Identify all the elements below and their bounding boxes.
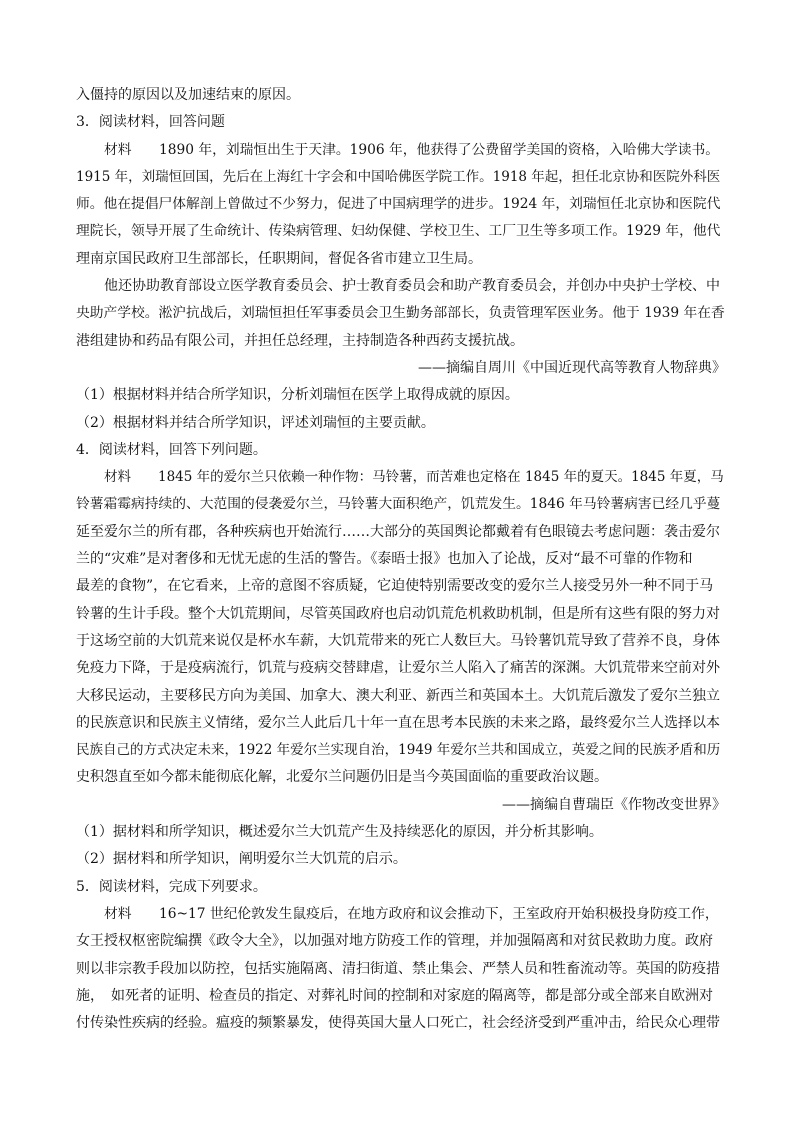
source-citation: ——摘编自曹瑞臣《作物改变世界》 [502, 796, 726, 813]
text-line: 施， 如死者的证明、检查员的指定、对葬礼时间的控制和对家庭的隔离等，都是部分或全部来自欧洲对 [76, 987, 713, 1004]
sub-question: （2）据材料和所学知识，阐明爱尔兰大饥荒的启示。 [76, 851, 407, 868]
sub-question: （1）据材料和所学知识，概述爱尔兰大饥荒产生及持续恶化的原因，并分析其影响。 [76, 824, 603, 841]
text-line: 理院长，领导开展了生命统计、传染病管理、妇幼保健、学校卫生、工厂卫生等多项工作。1929 年，他代 [76, 223, 721, 240]
text-line: 入僵持的原因以及加速结束的原因。 [76, 87, 300, 103]
question-heading-5: 5．阅读材料，完成下列要求。 [76, 878, 267, 895]
text-line: 免疫力下降，于是疫病流行，饥荒与疫病交替肆虐，让爱尔兰人陷入了痛苦的深渊。大饥荒带来空前对外 [76, 660, 720, 677]
text-line: 付传染性疾病的经验。瘟疫的频繁暴发，使得英国大量人口死亡，社会经济受到严重冲击，给民众心理带 [76, 1015, 720, 1032]
sub-question: （2）根据材料并结合所学知识，评述刘瑞恒的主要贡献。 [76, 414, 435, 431]
text-line: 1915 年，刘瑞恒回国，先后在上海红十字会和中国哈佛医学院工作。1918 年起，担任北京协和医院外科医 [76, 168, 721, 185]
text-line: 大移民运动，主要移民方向为美国、加拿大、澳大利亚、新西兰和英国本土。大饥荒后激发了爱尔兰独立 [76, 687, 720, 704]
text-line: 民族自己的方式决定未来，1922 年爱尔兰实现自治，1949 年爱尔兰共和国成立，英爱之间的民族矛盾和历 [76, 742, 721, 759]
text-line: 兰的“灾难”是对奢侈和无忧无虑的生活的警告。《泰晤士报》也加入了论战，反对“最不可靠的作物和 [76, 551, 693, 568]
text-line: 史积怨直至如今都未能彻底化解，北爱尔兰问题仍旧是当今英国面临的重要政治议题。 [76, 769, 608, 786]
question-heading-4: 4．阅读材料，回答下列问题。 [76, 441, 267, 458]
text-line: 铃薯的生计手段。整个大饥荒期间，尽管英国政府也启动饥荒危机救助机制，但是所有这些有限的努力对 [76, 605, 720, 622]
text-line: 理南京国民政府卫生部部长，任职期间，督促各省市建立卫生局。 [76, 250, 482, 267]
text-line: 延至爱尔兰的所有郡，各种疾病也开始流行……大部分的英国舆论都戴着有色眼镜去考虑问题：袭击爱尔 [76, 523, 720, 540]
sub-question: （1）根据材料并结合所学知识，分析刘瑞恒在医学上取得成就的原因。 [76, 387, 519, 404]
text-line: 材料 16~17 世纪伦敦发生鼠疫后，在地方政府和议会推动下，王室政府开始积极投身防疫工作， [104, 905, 719, 922]
text-line: 的民族意识和民族主义情绪，爱尔兰人此后几十年一直在思考本民族的未来之路，最终爱尔兰人选择以本 [76, 714, 720, 731]
text-line: 材料 1845 年的爱尔兰只依赖一种作物：马铃薯，而苦难也定格在 1845 年的夏天。1845 年夏，马 [104, 469, 724, 486]
text-line: 他还协助教育部设立医学教育委员会、护士教育委员会和助产教育委员会，并创办中央护士学校、中 [104, 278, 720, 295]
text-line: 港组建协和药品有限公司，并担任总经理，主持制造各种西药支援抗战。 [76, 332, 524, 349]
text-line: 女王授权枢密院编撰《政令大全》，以加强对地方防疫工作的管理，并加强隔离和对贫民救助力度。政府 [76, 933, 713, 950]
text-line: 最差的食物”，在它看来，上帝的意图不容质疑，它迫使特别需要改变的爱尔兰人接受另外一种不同于马 [76, 578, 714, 595]
text-line: 央助产学校。淞沪抗战后，刘瑞恒担任军事委员会卫生勤务部部长，负责管理军医业务。他于 1939 年在香 [76, 305, 725, 322]
text-line: 铃薯霜霉病持续的、大范围的侵袭爱尔兰，马铃薯大面积绝产，饥荒发生。1846 年马铃薯病害已经几乎蔓 [76, 496, 721, 513]
source-citation: ——摘编自周川《中国近现代高等教育人物辞典》 [418, 359, 726, 376]
text-line: 于这场空前的大饥荒来说仅是杯水车薪，大饥荒带来的死亡人数巨大。马铃薯饥荒导致了营养不良，身体 [76, 632, 720, 649]
document-body [76, 82, 726, 1037]
question-heading-3: 3．阅读材料，回答问题 [76, 114, 225, 131]
text-line: 师。他在提倡尸体解剖上曾做过不少努力，促进了中国病理学的进步。1924 年，刘瑞恒任北京协和医院代 [76, 196, 721, 213]
text-line: 材料 1890 年，刘瑞恒出生于天津。1906 年，他获得了公费留学美国的资格，入哈佛大学读书。 [104, 141, 719, 158]
text-line: 则以非宗教手段加以防控，包括实施隔离、清扫街道、禁止集会、严禁人员和牲畜流动等。英国的防疫措 [76, 960, 720, 977]
